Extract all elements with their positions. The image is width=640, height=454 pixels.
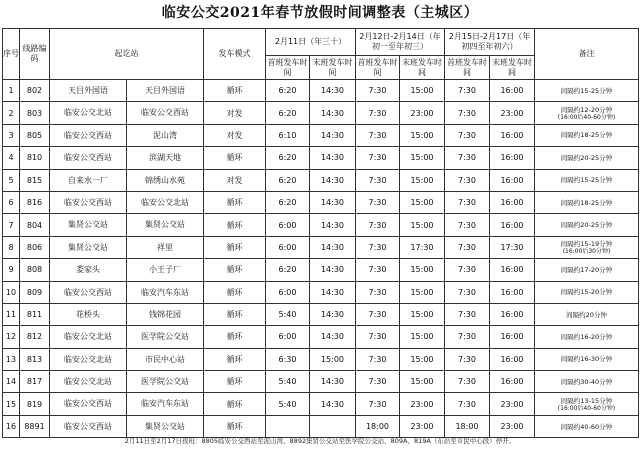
- stations-cell: [50, 191, 204, 213]
- seq-cell: 12: [3, 326, 20, 348]
- stations-cell: [50, 236, 204, 258]
- last-bus-cell: 14:30: [310, 191, 356, 213]
- schedule-body: [3, 80, 639, 438]
- last-bus-cell: 15:00: [400, 214, 445, 236]
- first-bus-cell: 6:30: [266, 348, 310, 370]
- first-bus-cell: 6:00: [266, 281, 310, 303]
- last-bus-cell: 23:00: [400, 393, 445, 415]
- first-bus-cell: 7:30: [356, 281, 400, 303]
- station-from: 临安公交北站: [50, 371, 127, 392]
- station-to: 天目外国语: [145, 86, 185, 95]
- last-bus-cell: 16:00: [490, 371, 535, 393]
- seq-cell: 15: [3, 393, 20, 415]
- table-row: [3, 259, 639, 281]
- seq-cell: 8: [3, 236, 20, 258]
- last-bus-cell: 15:00: [400, 147, 445, 169]
- last-bus-cell: 14:30: [310, 102, 356, 124]
- last-bus-cell: 16:00: [490, 259, 535, 281]
- last-bus-cell: 14:30: [310, 80, 356, 102]
- station-to: 临安汽车东站: [141, 287, 189, 297]
- route-number-cell: 808: [20, 259, 50, 281]
- stations-cell: [50, 393, 204, 415]
- seq-cell: 9: [3, 259, 20, 281]
- mode-cell: 循环: [204, 191, 266, 213]
- first-bus-cell: 7:30: [356, 191, 400, 213]
- stations-cell: [50, 415, 204, 437]
- interval-note: 间隔约15-19分钟: [560, 239, 613, 248]
- first-bus-cell: 7:30: [445, 281, 490, 303]
- table-row: [3, 236, 639, 258]
- header-note: 备注: [535, 29, 639, 80]
- last-bus-cell: 17:30: [400, 236, 445, 258]
- stations-cell: [50, 348, 204, 370]
- first-bus-cell: 6:20: [266, 102, 310, 124]
- note-cell: [535, 236, 639, 258]
- last-bus-cell: 16:00: [490, 80, 535, 102]
- last-bus-cell: 16:00: [490, 124, 535, 146]
- stations-cell: [50, 281, 204, 303]
- interval-note: 间隔约18-25分钟: [560, 198, 613, 207]
- mode-cell: 循环: [204, 415, 266, 437]
- first-bus-cell: 7:30: [445, 259, 490, 281]
- route-number-cell: 804: [20, 214, 50, 236]
- last-bus-cell: 15:00: [400, 259, 445, 281]
- first-bus-cell: 7:30: [445, 214, 490, 236]
- stations-cell: [50, 102, 204, 124]
- note-cell: [535, 348, 639, 370]
- table-row: [3, 191, 639, 213]
- last-bus-cell: 16:00: [490, 169, 535, 191]
- route-number-cell: 812: [20, 326, 50, 348]
- interval-note-extra: (16:00后40-60分钟): [557, 404, 616, 412]
- last-bus-cell: 23:00: [490, 415, 535, 437]
- first-bus-cell: 7:30: [356, 348, 400, 370]
- stations-cell: [50, 326, 204, 348]
- mode-cell: 循环: [204, 303, 266, 325]
- note-cell: [535, 169, 639, 191]
- table-row: [3, 281, 639, 303]
- table-row: [3, 415, 639, 437]
- last-bus-cell: 15:00: [400, 281, 445, 303]
- seq-cell: 11: [3, 303, 20, 325]
- station-to: 钱锦花园: [149, 309, 181, 319]
- first-bus-cell: 7:30: [445, 236, 490, 258]
- last-bus-cell: 14:30: [310, 147, 356, 169]
- last-bus-cell: 15:00: [400, 348, 445, 370]
- route-number-cell: 802: [20, 80, 50, 102]
- last-bus-cell: 16:00: [490, 348, 535, 370]
- station-to: 市民中心站: [145, 354, 185, 364]
- route-number-cell: 8891: [20, 415, 50, 437]
- page-title: 临安公交2021年春节放假时间调整表（主城区）: [161, 5, 479, 21]
- station-from: 临安公交西站: [50, 125, 127, 146]
- table-row: [3, 348, 639, 370]
- station-from: 临安公交西站: [50, 416, 127, 437]
- station-from: 集贤公交站: [50, 214, 127, 235]
- interval-note: 间隔约18-25分钟: [560, 131, 613, 140]
- header-first-2: 首班发车时间: [356, 56, 400, 80]
- station-from: 自来水一厂: [50, 170, 127, 191]
- first-bus-cell: 7:30: [445, 147, 490, 169]
- last-bus-cell: 15:00: [400, 191, 445, 213]
- schedule-table: [2, 28, 639, 438]
- route-number-cell: 817: [20, 371, 50, 393]
- route-number-cell: 810: [20, 147, 50, 169]
- first-bus-cell: 5:40: [266, 393, 310, 415]
- station-from: 临安公交西站: [50, 393, 127, 414]
- interval-note: 间隔约15-25分钟: [560, 86, 613, 95]
- first-bus-cell: 7:30: [445, 169, 490, 191]
- seq-cell: 5: [3, 169, 20, 191]
- first-bus-cell: 6:20: [266, 259, 310, 281]
- first-bus-cell: 6:20: [266, 169, 310, 191]
- seq-cell: 1: [3, 80, 20, 102]
- last-bus-cell: 15:00: [400, 371, 445, 393]
- header-period-1: 2月11日（年三十）: [266, 29, 356, 56]
- station-to: 临安公交西站: [141, 108, 189, 118]
- first-bus-cell: 7:30: [356, 214, 400, 236]
- first-bus-cell: 6:20: [266, 147, 310, 169]
- first-bus-cell: 5:40: [266, 371, 310, 393]
- mode-cell: 循环: [204, 281, 266, 303]
- interval-note: 间隔约12-20分钟: [560, 105, 613, 114]
- station-from: 临安公交西站: [50, 192, 127, 213]
- interval-note: 间隔约20分钟: [566, 310, 607, 319]
- station-from: 临安公交西站: [50, 282, 127, 303]
- last-bus-cell: 16:00: [490, 191, 535, 213]
- last-bus-cell: 14:30: [310, 214, 356, 236]
- last-bus-cell: 23:00: [400, 102, 445, 124]
- station-to: 小王子厂: [149, 265, 181, 275]
- last-bus-cell: 16:00: [490, 147, 535, 169]
- table-row: [3, 147, 639, 169]
- interval-note: 间隔约17-20分钟: [560, 265, 613, 274]
- last-bus-cell: [310, 415, 356, 437]
- station-to: 临安汽车东站: [141, 399, 189, 409]
- first-bus-cell: 7:30: [445, 371, 490, 393]
- first-bus-cell: 6:10: [266, 124, 310, 146]
- note-cell: [535, 393, 639, 415]
- station-to: 滨湖天地: [149, 153, 181, 163]
- seq-cell: 16: [3, 415, 20, 437]
- mode-cell: 循环: [204, 393, 266, 415]
- seq-cell: 14: [3, 371, 20, 393]
- header-first-1: 首班发车时间: [266, 56, 310, 80]
- note-cell: [535, 147, 639, 169]
- stations-cell: [50, 124, 204, 146]
- header-mode: 发车模式: [204, 29, 266, 80]
- seq-cell: 6: [3, 191, 20, 213]
- first-bus-cell: 18:00: [356, 415, 400, 437]
- station-from: 临安公交北站: [50, 349, 127, 370]
- first-bus-cell: 6:20: [266, 80, 310, 102]
- first-bus-cell: 7:30: [445, 191, 490, 213]
- mode-cell: 对发: [204, 102, 266, 124]
- last-bus-cell: 14:30: [310, 281, 356, 303]
- station-from: 娄家头: [50, 259, 127, 280]
- stations-cell: [50, 169, 204, 191]
- seq-cell: 10: [3, 281, 20, 303]
- interval-note: 间隔约40-60分钟: [560, 422, 613, 431]
- interval-note: 间隔约16-30分钟: [560, 355, 613, 364]
- first-bus-cell: 7:30: [356, 236, 400, 258]
- first-bus-cell: 7:30: [445, 102, 490, 124]
- station-from: 天目外国语: [50, 80, 127, 101]
- last-bus-cell: 15:00: [400, 80, 445, 102]
- first-bus-cell: 7:30: [356, 303, 400, 325]
- first-bus-cell: 7:30: [356, 147, 400, 169]
- table-row: [3, 371, 639, 393]
- first-bus-cell: 7:30: [445, 326, 490, 348]
- route-number-cell: 816: [20, 191, 50, 213]
- station-to: 泥山湾: [153, 130, 177, 140]
- last-bus-cell: 14:30: [310, 303, 356, 325]
- mode-cell: 循环: [204, 236, 266, 258]
- last-bus-cell: 16:00: [490, 214, 535, 236]
- mode-cell: 循环: [204, 147, 266, 169]
- note-cell: [535, 191, 639, 213]
- route-number-cell: 803: [20, 102, 50, 124]
- first-bus-cell: 7:30: [356, 124, 400, 146]
- last-bus-cell: 15:00: [400, 326, 445, 348]
- last-bus-cell: 23:00: [490, 102, 535, 124]
- mode-cell: 循环: [204, 214, 266, 236]
- mode-cell: 循环: [204, 371, 266, 393]
- stations-cell: [50, 80, 204, 102]
- last-bus-cell: 15:00: [400, 303, 445, 325]
- header-stations: 起讫站: [50, 29, 204, 80]
- stations-cell: [50, 147, 204, 169]
- interval-note: 间隔约15-20分钟: [560, 288, 613, 297]
- header-period-3: 2月15日-2月17日（年初四至年初六）: [445, 29, 535, 56]
- note-cell: [535, 259, 639, 281]
- seq-cell: 2: [3, 102, 20, 124]
- first-bus-cell: 5:40: [266, 303, 310, 325]
- station-from: 花桥头: [50, 304, 127, 325]
- station-to: 医学院公交站: [141, 377, 189, 387]
- route-number-cell: 811: [20, 303, 50, 325]
- first-bus-cell: 7:30: [356, 169, 400, 191]
- note-cell: [535, 281, 639, 303]
- seq-cell: 4: [3, 147, 20, 169]
- station-to: 集贤公交站: [145, 220, 185, 230]
- table-row: [3, 169, 639, 191]
- stations-cell: [50, 371, 204, 393]
- first-bus-cell: 6:20: [266, 191, 310, 213]
- route-number-cell: 819: [20, 393, 50, 415]
- last-bus-cell: 16:00: [490, 281, 535, 303]
- last-bus-cell: 14:30: [310, 259, 356, 281]
- mode-cell: 循环: [204, 326, 266, 348]
- interval-note: 间隔约13-15分钟: [560, 396, 613, 405]
- mode-cell: 循环: [204, 80, 266, 102]
- interval-note: 间隔约16-20分钟: [560, 332, 613, 341]
- table-row: [3, 303, 639, 325]
- interval-note: 间隔约20-25分钟: [560, 221, 613, 230]
- table-row: [3, 102, 639, 124]
- header-first-3: 首班发车时间: [445, 56, 490, 80]
- last-bus-cell: 16:00: [490, 326, 535, 348]
- stations-cell: [50, 303, 204, 325]
- station-to: 锦绣山水苑: [145, 175, 185, 185]
- first-bus-cell: 6:00: [266, 236, 310, 258]
- first-bus-cell: 7:30: [445, 124, 490, 146]
- interval-note: 间隔约30-40分钟: [560, 377, 613, 386]
- seq-cell: 3: [3, 124, 20, 146]
- station-to: 医学院公交站: [141, 332, 189, 342]
- first-bus-cell: 7:30: [356, 371, 400, 393]
- last-bus-cell: 23:00: [490, 393, 535, 415]
- first-bus-cell: 7:30: [445, 80, 490, 102]
- table-row: [3, 326, 639, 348]
- header-last-1: 末班发车时间: [310, 56, 356, 80]
- seq-cell: 13: [3, 348, 20, 370]
- last-bus-cell: 14:30: [310, 124, 356, 146]
- last-bus-cell: 14:30: [310, 393, 356, 415]
- first-bus-cell: 6:00: [266, 326, 310, 348]
- note-cell: [535, 80, 639, 102]
- first-bus-cell: 18:00: [445, 415, 490, 437]
- header-seq: 序号: [3, 29, 20, 80]
- station-from: 集贤公交站: [50, 237, 127, 258]
- first-bus-cell: 7:30: [356, 393, 400, 415]
- route-number-cell: 813: [20, 348, 50, 370]
- note-cell: [535, 303, 639, 325]
- table-row: [3, 393, 639, 415]
- route-number-cell: 806: [20, 236, 50, 258]
- note-cell: [535, 102, 639, 124]
- mode-cell: 循环: [204, 259, 266, 281]
- last-bus-cell: 14:30: [310, 371, 356, 393]
- table-row: [3, 80, 639, 102]
- header-period-2: 2月12日-2月14日（年初一至年初三）: [356, 29, 445, 56]
- first-bus-cell: 6:00: [266, 214, 310, 236]
- note-cell: [535, 415, 639, 437]
- header-route-no: 线路编码: [20, 29, 50, 80]
- last-bus-cell: 16:00: [490, 303, 535, 325]
- interval-note-extra: (16:00后40-60分钟): [557, 113, 616, 121]
- station-from: 临安公交北站: [50, 326, 127, 347]
- header-last-3: 末班发车时间: [490, 56, 535, 80]
- last-bus-cell: 15:00: [310, 348, 356, 370]
- table-row: [3, 214, 639, 236]
- route-number-cell: 809: [20, 281, 50, 303]
- note-cell: [535, 371, 639, 393]
- station-from: 临安公交西站: [50, 147, 127, 168]
- station-to: 集贤公交站: [145, 421, 185, 431]
- station-to: 祥里: [157, 242, 173, 252]
- station-from: 临安公交北站: [50, 102, 127, 123]
- last-bus-cell: 14:30: [310, 326, 356, 348]
- note-cell: [535, 326, 639, 348]
- route-number-cell: 815: [20, 169, 50, 191]
- mode-cell: 对发: [204, 169, 266, 191]
- interval-note: 间隔约15-25分钟: [560, 176, 613, 185]
- last-bus-cell: 14:30: [310, 169, 356, 191]
- route-number-cell: 805: [20, 124, 50, 146]
- last-bus-cell: 23:00: [400, 415, 445, 437]
- last-bus-cell: 15:00: [400, 124, 445, 146]
- seq-cell: 7: [3, 214, 20, 236]
- interval-note-extra: (16:00后30分钟): [562, 247, 611, 255]
- note-cell: [535, 214, 639, 236]
- last-bus-cell: 17:30: [490, 236, 535, 258]
- last-bus-cell: 15:00: [400, 169, 445, 191]
- first-bus-cell: 7:30: [356, 326, 400, 348]
- table-row: [3, 124, 639, 146]
- first-bus-cell: [266, 415, 310, 437]
- first-bus-cell: 7:30: [356, 102, 400, 124]
- interval-note: 间隔约20-25分钟: [560, 153, 613, 162]
- stations-cell: [50, 259, 204, 281]
- mode-cell: 对发: [204, 124, 266, 146]
- note-cell: [535, 124, 639, 146]
- station-to: 临安公交北站: [141, 197, 189, 207]
- mode-cell: 循环: [204, 348, 266, 370]
- first-bus-cell: 7:30: [356, 80, 400, 102]
- stations-cell: [50, 214, 204, 236]
- header-last-2: 末班发车时间: [400, 56, 445, 80]
- first-bus-cell: 7:30: [356, 259, 400, 281]
- first-bus-cell: 7:30: [445, 393, 490, 415]
- footer-note: 2月11日至2月17日夜班：8805临安公交西站至泥山湾、8892集贤公交站至医学院公交站、809A、819A（东站至市民中心段）停开。: [124, 437, 516, 445]
- last-bus-cell: 14:30: [310, 236, 356, 258]
- first-bus-cell: 7:30: [445, 348, 490, 370]
- first-bus-cell: 7:30: [445, 303, 490, 325]
